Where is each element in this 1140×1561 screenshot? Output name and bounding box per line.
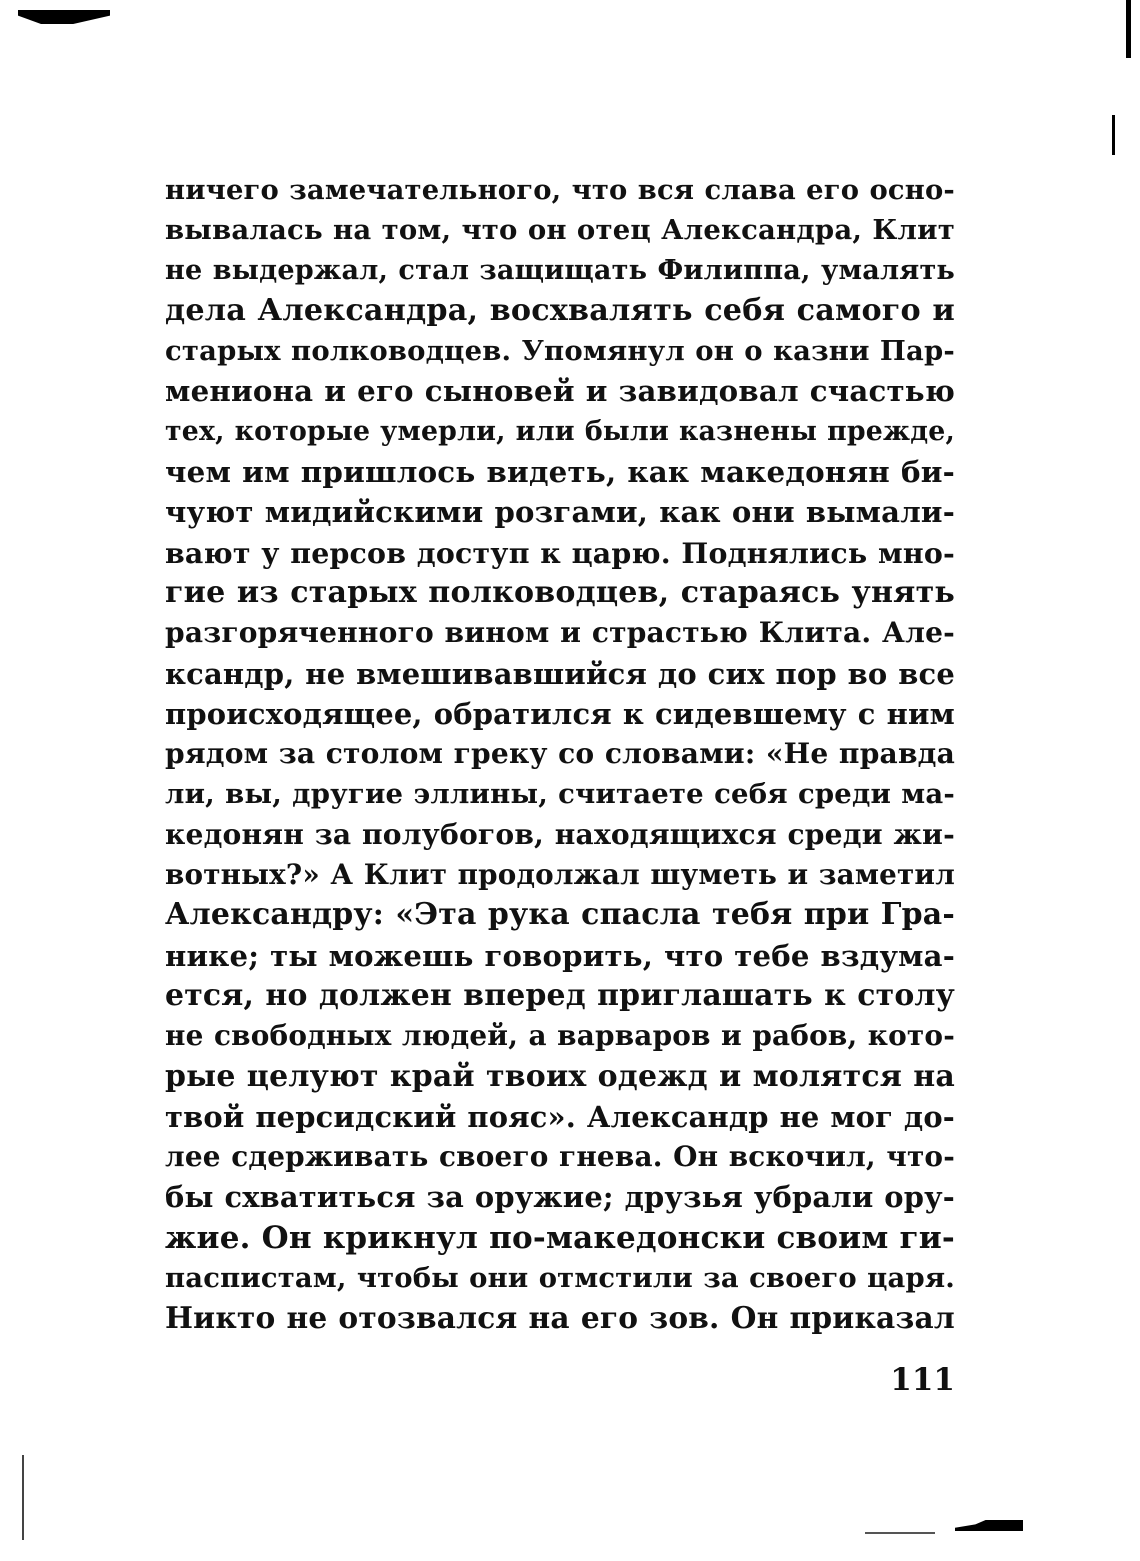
text-line: бы схватиться за оружие; друзья убрали ору- [165,1180,955,1215]
text-line: не выдержал, стал защищать Филиппа, умалять [165,254,955,286]
body-text [165,170,955,1339]
scan-artifact-top-left [18,10,110,24]
scan-artifact-bottom-dash [865,1532,935,1534]
scan-artifact-left-edge [22,1455,24,1540]
text-line: лее сдерживать своего гнева. Он вскочил, что- [165,1140,955,1174]
text-line: жие. Он крикнул по-македонски своим ги- [165,1219,955,1256]
text-line: кедонян за полубогов, находящихся среди жи- [165,817,955,851]
text-line: рые целуют край твоих одежд и молятся на [165,1058,955,1094]
text-line: ли, вы, другие эллины, считаете себя среди ма- [165,778,955,811]
text-line: твой персидский пояс». Александр не мог до- [165,1099,955,1134]
text-line: старых полководцев. Упомянул он о казни Пар- [165,335,955,368]
text-line: мениона и его сыновей и завидовал счастью [165,374,955,409]
text-line: ксандр, не вмешивавшийся до сих пор во все [165,656,955,691]
text-line: вотных?» А Клит продолжал шуметь и заметил [165,858,955,892]
text-line: Никто не отозвался на его зов. Он приказал [165,1300,955,1336]
scan-artifact-right-edge [1126,0,1131,58]
text-line: вают у персов доступ к царю. Поднялись мно- [165,535,955,570]
text-line: ничего замечательного, что вся слава его осно- [165,174,955,206]
text-line: дела Александра, восхвалять себя самого и [165,292,955,328]
text-line: нике; ты можешь говорить, что тебе вздума- [165,938,955,973]
text-line: вывалась на том, что он отец Александра, Клит [165,214,955,247]
text-line: тех, которые умерли, или были казнены прежде, [165,415,955,447]
scan-artifact-bottom-right [955,1520,1023,1531]
text-line: не свободных людей, а варваров и рабов, кото- [165,1019,955,1053]
text-line: рядом за столом греку со словами: «Не правда [165,737,955,771]
text-line: паспистам, чтобы они отмстили за своего царя. [165,1262,955,1295]
text-line: гие из старых полководцев, стараясь унять [165,574,955,610]
text-line: происходящее, обратился к сидевшему с ним [165,696,955,731]
text-line: Александру: «Эта рука спасла тебя при Гра- [165,897,955,933]
page-number: 111 [890,1362,955,1398]
text-line: ется, но должен вперед приглашать к столу [165,977,955,1013]
text-line: чуют мидийскими розгами, как они вымали- [165,495,955,530]
scan-artifact-right-edge-lower [1112,115,1115,155]
text-line: чем им пришлось видеть, как македонян би- [165,454,955,490]
text-line: разгоряченного вином и страстью Клита. Але- [165,616,955,650]
